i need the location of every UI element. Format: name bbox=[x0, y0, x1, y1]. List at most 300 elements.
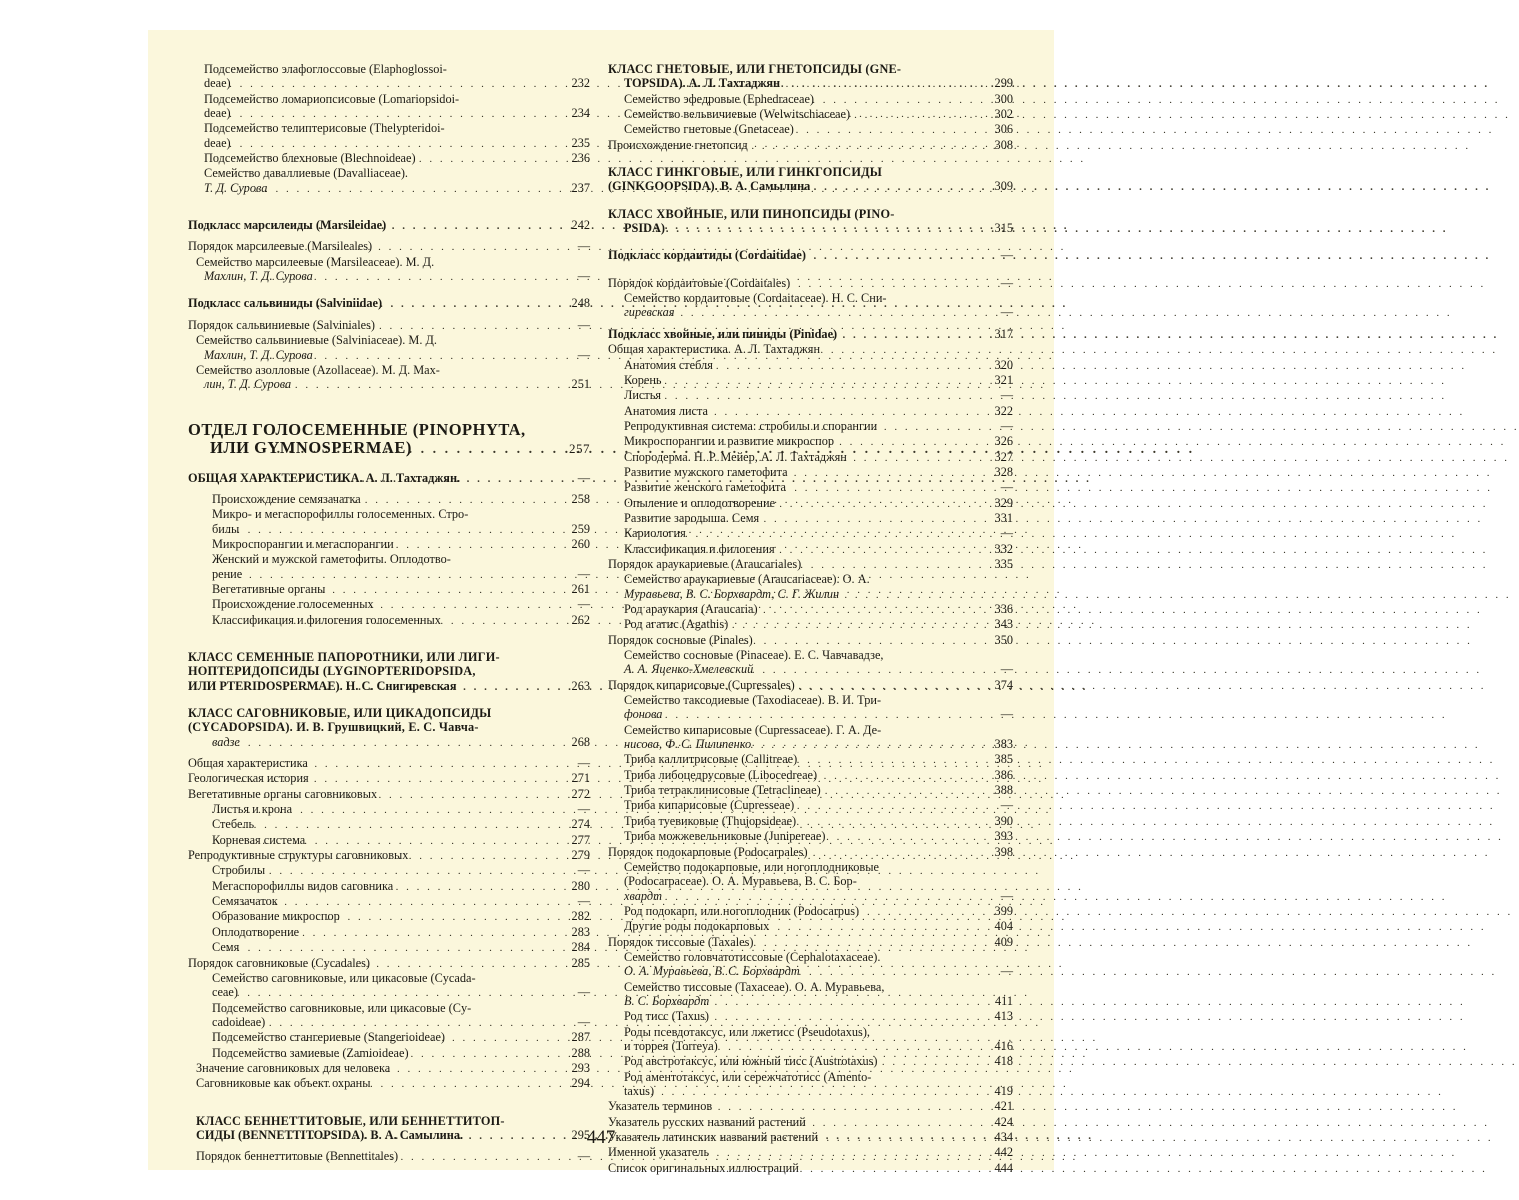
toc-entry-author: гиревская bbox=[624, 305, 675, 320]
toc-entry-title: Подсемейство блехновые (Blechnoideae) bbox=[204, 151, 416, 166]
dot-leader bbox=[655, 1100, 992, 1114]
page-ref: 385 bbox=[994, 752, 1013, 767]
toc-entry-line: Семейство подокарповые, или ногоплодниковые bbox=[624, 859, 879, 874]
dot-leader bbox=[263, 788, 569, 802]
page-ref: 388 bbox=[994, 783, 1013, 798]
toc-entry bbox=[608, 373, 1013, 388]
toc-entry bbox=[608, 450, 1013, 465]
dot-leader bbox=[643, 389, 997, 403]
toc-entry-title: Подкласс кордаитиды (Cordaitidae) bbox=[608, 248, 806, 263]
dot-leader bbox=[280, 880, 568, 894]
dot-leader bbox=[694, 343, 1010, 357]
toc-entry-line: Подсемейство телиптерисовые (Thelypteridoi- bbox=[204, 121, 445, 136]
dot-leader bbox=[686, 77, 991, 91]
toc-entry bbox=[188, 817, 590, 832]
class-title: КЛАСС ГИНКГОВЫЕ, ИЛИ ГИНКГОПСИДЫ bbox=[608, 165, 883, 180]
toc-entry-title: Значение саговниковых для человека bbox=[196, 1060, 391, 1075]
book-page bbox=[148, 30, 1054, 1175]
toc-entry-title: Развитие зародыша. Семя bbox=[624, 510, 760, 525]
page-ref: 442 bbox=[994, 1145, 1013, 1160]
page-ref: 413 bbox=[994, 1009, 1013, 1024]
toc-entry bbox=[188, 613, 590, 628]
dot-leader bbox=[233, 182, 568, 196]
toc-entry bbox=[608, 557, 1013, 572]
toc-entry bbox=[188, 879, 590, 894]
toc-entry-line: deae) bbox=[204, 76, 231, 91]
page-ref: — bbox=[577, 347, 590, 362]
toc-entry-title: Указатель терминов bbox=[608, 1099, 713, 1114]
toc-entry bbox=[608, 602, 1013, 617]
toc-entry-title: Происхождение гнетопсид bbox=[608, 137, 748, 152]
dot-leader bbox=[698, 769, 992, 783]
toc-entry-title: Образование микроспор bbox=[212, 909, 340, 924]
class-title: TOPSIDA). А. Л. Тахтаджян bbox=[624, 76, 781, 91]
toc-entry bbox=[608, 845, 1013, 860]
division-title: ИЛИ GYMNOSPERMAE) bbox=[210, 437, 412, 457]
page-number: 447 bbox=[586, 1127, 616, 1148]
page-ref: — bbox=[1000, 305, 1013, 320]
toc-entry-author: вадзе bbox=[212, 734, 240, 749]
toc-entry-title: Микроспорангии и развитие микроспор bbox=[624, 434, 835, 449]
toc-entry-title: Геологическая история bbox=[188, 771, 309, 786]
dot-leader bbox=[708, 588, 1010, 602]
toc-entry bbox=[608, 693, 1013, 723]
toc-entry-line: Семейство даваллиевые (Davalliaceae). bbox=[204, 166, 408, 181]
class-title: КЛАСС САГОВНИКОВЫЕ, ИЛИ ЦИКАДОПСИДЫ bbox=[188, 706, 492, 720]
toc-entry-title: Порядок тиссовые (Taxales) bbox=[608, 934, 754, 949]
toc-entry-line: Семейство сальвиниевые (Salviniaceae). М. Д. bbox=[196, 333, 437, 348]
toc-class bbox=[188, 706, 590, 750]
toc-entry bbox=[188, 940, 590, 955]
toc-entry-title: Именной указатель bbox=[608, 1145, 710, 1160]
toc-entry bbox=[608, 542, 1013, 557]
toc-entry bbox=[188, 363, 590, 393]
dot-leader bbox=[669, 936, 991, 950]
toc-section bbox=[188, 471, 590, 486]
toc-entry-line: Роды псевдотаксус, или лжетисс (Pseudotaxus), bbox=[624, 1024, 871, 1039]
toc-entry-author: О. А. Муравьева, В. С. Борхвардт bbox=[624, 964, 800, 979]
toc-entry bbox=[188, 833, 590, 848]
toc-entry-title: Подсемейство замиевые (Zamioideae) bbox=[212, 1045, 409, 1060]
dot-leader bbox=[266, 219, 569, 233]
toc-entry bbox=[608, 798, 1013, 813]
toc-entry bbox=[608, 358, 1013, 373]
toc-entry-title: Саговниковые как объект охраны bbox=[196, 1076, 371, 1091]
dot-leader bbox=[270, 493, 568, 507]
dot-leader bbox=[662, 1010, 992, 1024]
toc-entry-title: Триба тетраклинисовые (Tetraclineae) bbox=[624, 783, 821, 798]
dot-leader bbox=[695, 328, 991, 342]
toc-entry bbox=[608, 1054, 1013, 1069]
toc-entry bbox=[608, 511, 1013, 526]
page-ref: — bbox=[577, 863, 590, 878]
toc-entry-title: ОБЩАЯ ХАРАКТЕРИСТИКА. А. Л. Тахтаджян. bbox=[188, 470, 461, 485]
dot-leader bbox=[219, 107, 569, 121]
toc-entry bbox=[608, 276, 1013, 291]
dot-leader bbox=[242, 378, 568, 392]
dot-leader bbox=[678, 663, 997, 677]
toc-class bbox=[608, 207, 1013, 237]
toc-entry bbox=[608, 107, 1013, 122]
dot-leader bbox=[227, 941, 569, 955]
page-ref: 257 bbox=[569, 440, 590, 456]
toc-entry-title: Другие роды подокарповых bbox=[624, 919, 770, 934]
toc-entry bbox=[188, 333, 590, 363]
toc-entry bbox=[608, 291, 1013, 321]
dot-leader bbox=[265, 1077, 569, 1091]
toc-entry-author: нисова, Ф. С. Пилипенко bbox=[624, 737, 752, 752]
toc-entry bbox=[188, 121, 590, 151]
page-ref: 416 bbox=[994, 1038, 1013, 1053]
toc-entry-title: Семязачаток bbox=[212, 894, 278, 909]
toc-entry-title: Вегетативные органы bbox=[212, 581, 326, 596]
page-ref: 282 bbox=[571, 909, 590, 924]
dot-leader bbox=[687, 846, 992, 860]
dot-leader bbox=[663, 359, 991, 373]
toc-entry bbox=[188, 1076, 590, 1091]
dot-leader bbox=[669, 618, 992, 632]
dot-leader bbox=[227, 523, 569, 537]
page-ref: 411 bbox=[995, 993, 1013, 1008]
toc-entry bbox=[608, 1070, 1013, 1100]
toc-entry bbox=[608, 783, 1013, 798]
page-ref: — bbox=[577, 894, 590, 909]
toc-column-right bbox=[608, 62, 1013, 1176]
class-title: КЛАСС СЕМЕННЫЕ ПАПОРОТНИКИ, ИЛИ ЛИГИ- bbox=[188, 649, 500, 664]
toc-entry-title: Классификация и филогения голосеменных bbox=[212, 612, 441, 627]
dot-leader bbox=[644, 890, 998, 904]
dot-leader bbox=[679, 603, 992, 617]
toc-entry bbox=[608, 1025, 1013, 1055]
toc-entry-author: В. С. Борхвардт bbox=[624, 993, 710, 1008]
toc-entry bbox=[608, 122, 1013, 137]
toc-entry-title: Порядок подокарповые (Podocarpales) bbox=[608, 844, 808, 859]
page-ref: 418 bbox=[994, 1054, 1013, 1069]
toc-entry bbox=[188, 787, 590, 802]
toc-entry-line: Семейство араукариевые (Araucariaceae). О. А. bbox=[624, 572, 870, 587]
page-ref: 299 bbox=[994, 76, 1013, 91]
dot-leader bbox=[264, 297, 568, 311]
page-ref: 251 bbox=[571, 377, 590, 392]
toc-entry bbox=[608, 814, 1013, 829]
toc-entry-line: Семейство саговниковые, или цикасовые (Cycada- bbox=[212, 970, 476, 985]
toc-entry-title: Триба кипарисовые (Cupresseae) bbox=[624, 798, 795, 813]
toc-column-left bbox=[188, 62, 590, 1165]
class-title: СИДЫ (BENNETTITOPSIDA). В. А. Самылина. bbox=[196, 1127, 464, 1142]
toc-entry-title: Триба можжевельниковые (Junipereae) bbox=[624, 829, 826, 844]
page-ref: 242 bbox=[571, 218, 590, 233]
toc-entry-line: Семейство марсилеевые (Marsileaceae). М. Д. bbox=[196, 254, 435, 269]
toc-entry bbox=[188, 909, 590, 924]
page-ref: 284 bbox=[571, 940, 590, 955]
toc-entry bbox=[188, 92, 590, 122]
page-ref: 383 bbox=[994, 737, 1013, 752]
toc-entry-title: Порядок марсилеевые (Marsileales) bbox=[188, 239, 373, 254]
toc-entry-title: Триба каллитрисовые (Callitreae) bbox=[624, 752, 798, 767]
page-ref: 262 bbox=[571, 612, 590, 627]
toc-entry-title: Указатель латинских названий растений bbox=[608, 1130, 819, 1145]
page-ref: — bbox=[577, 317, 590, 332]
page-ref: 434 bbox=[994, 1130, 1013, 1145]
page-ref: 328 bbox=[994, 464, 1013, 479]
class-title: НОПТЕРИДОПСИДЫ (LYGINOPTERIDOPSIDA, bbox=[188, 664, 476, 679]
toc-entry-line: Семейство тиссовые (Taxaceae). О. А. Муравьева, bbox=[624, 979, 885, 994]
toc-entry bbox=[188, 802, 590, 817]
page-ref: — bbox=[577, 269, 590, 284]
page-ref: 317 bbox=[994, 326, 1013, 341]
toc-entry-line: Род аментотаксус, или сережчатотисс (Amento- bbox=[624, 1069, 872, 1084]
toc-entry-title: Триба либоцедрусовые (Libocedreae) bbox=[624, 767, 818, 782]
dot-leader bbox=[251, 270, 575, 284]
page-ref: 295 bbox=[571, 1127, 590, 1142]
toc-entry-title: Порядок араукариевые (Araucariales) bbox=[608, 556, 802, 571]
page-ref: — bbox=[1000, 798, 1013, 813]
page-ref: — bbox=[577, 1149, 590, 1164]
toc-entry-line: Семейство азолловые (Azollaceae). М. Д. Мах- bbox=[196, 362, 440, 377]
toc-entry-title: Указатель русских названий растений bbox=[608, 1114, 806, 1129]
toc-entry bbox=[188, 318, 590, 333]
toc-entry-title: Семя bbox=[212, 940, 240, 955]
toc-entry-author: Муравьева, В. С. Борхвардт, С. Г. Жилин bbox=[624, 586, 840, 601]
dot-leader bbox=[263, 240, 575, 254]
page-ref: 274 bbox=[571, 817, 590, 832]
dot-leader bbox=[706, 451, 991, 465]
dot-leader bbox=[644, 708, 998, 722]
class-title: ИЛИ PTERIDOSPERMAE). Н. С. Снигиревская bbox=[188, 678, 457, 693]
dot-leader bbox=[237, 1016, 574, 1030]
page-ref: 288 bbox=[571, 1045, 590, 1060]
dot-leader bbox=[653, 527, 997, 541]
dot-leader bbox=[689, 481, 998, 495]
dot-leader bbox=[643, 374, 991, 388]
toc-entry bbox=[188, 597, 590, 612]
toc-entry-line: (Podocarpaceae). О. А. Муравьева, В. С. Бор- bbox=[624, 874, 857, 889]
page-ref: 259 bbox=[571, 521, 590, 536]
dot-leader bbox=[692, 753, 992, 767]
page-ref: — bbox=[577, 985, 590, 1000]
dot-leader bbox=[694, 965, 998, 979]
dot-leader bbox=[219, 137, 569, 151]
toc-entry bbox=[608, 980, 1013, 1010]
toc-entry-title: Род австротаксус, или южный тисс (Austrotaxus) bbox=[624, 1054, 878, 1069]
toc-entry bbox=[608, 860, 1013, 904]
page-ref: 308 bbox=[994, 137, 1013, 152]
dot-leader bbox=[707, 108, 991, 122]
toc-class bbox=[608, 62, 1013, 92]
page-ref: 237 bbox=[571, 180, 590, 195]
toc-entry bbox=[188, 552, 590, 582]
toc-entry bbox=[188, 1046, 590, 1061]
toc-entry bbox=[608, 1009, 1013, 1024]
dot-leader bbox=[677, 738, 992, 752]
toc-entry-title: Происхождение голосеменных bbox=[212, 597, 374, 612]
toc-entry-title: Подкласс сальвиниды (Salviniidae) bbox=[188, 296, 383, 311]
page-ref: 398 bbox=[994, 844, 1013, 859]
dot-leader bbox=[228, 568, 575, 582]
page-ref: — bbox=[577, 566, 590, 581]
toc-entry bbox=[188, 1061, 590, 1076]
toc-entry-title: Порядок кипарисовые (Cupressales) bbox=[608, 677, 795, 692]
page-ref: 285 bbox=[571, 955, 590, 970]
page-ref: 321 bbox=[994, 372, 1013, 387]
page-ref: 343 bbox=[994, 617, 1013, 632]
class-title: PSIDA) bbox=[624, 221, 665, 236]
page-ref: 404 bbox=[994, 919, 1013, 934]
page-ref: 280 bbox=[571, 878, 590, 893]
dot-leader bbox=[275, 1150, 575, 1164]
class-title: КЛАСС ГНЕТОВЫЕ, ИЛИ ГНЕТОПСИДЫ (GNE- bbox=[608, 62, 902, 76]
toc-entry-title: Подсемейство стангериевые (Stangerioideae) bbox=[212, 1030, 445, 1045]
dot-leader bbox=[293, 614, 568, 628]
dot-leader bbox=[667, 139, 991, 153]
dot-leader bbox=[240, 772, 568, 786]
page-ref: — bbox=[1000, 707, 1013, 722]
toc-entry-author: Махлин, Т. Д. Сурова bbox=[204, 347, 313, 362]
toc-entry bbox=[608, 526, 1013, 541]
toc-entry bbox=[188, 255, 590, 285]
toc-entry-author: Т. Д. Сурова bbox=[204, 180, 268, 195]
toc-entry bbox=[188, 1149, 590, 1164]
toc-entry-title: Происхождение семязачатка bbox=[212, 491, 361, 506]
page-ref: 268 bbox=[571, 734, 590, 749]
toc-entry-author: хвардт bbox=[624, 888, 662, 903]
toc-entry bbox=[188, 492, 590, 507]
toc-entry-title: Микроспорангии и мегаспорангии bbox=[212, 536, 394, 551]
page-ref: 234 bbox=[571, 106, 590, 121]
page-ref: 386 bbox=[994, 767, 1013, 782]
page-ref: — bbox=[1000, 662, 1013, 677]
toc-entry-title: Порядок сальвиниевые (Salviniales) bbox=[188, 317, 375, 332]
dot-leader bbox=[227, 736, 569, 750]
dot-leader bbox=[275, 598, 574, 612]
page-ref: 232 bbox=[571, 76, 590, 91]
page-ref: 279 bbox=[571, 848, 590, 863]
dot-leader bbox=[688, 180, 992, 194]
dot-leader bbox=[261, 957, 569, 971]
toc-entry bbox=[608, 434, 1013, 449]
toc-entry-author: Махлин, Т. Д. Сурова bbox=[204, 269, 313, 284]
page-ref: — bbox=[577, 756, 590, 771]
dot-leader bbox=[280, 538, 568, 552]
toc-division bbox=[188, 421, 590, 459]
dot-leader bbox=[716, 420, 998, 434]
page-ref: 260 bbox=[571, 536, 590, 551]
toc-entry-author: лин, Т. Д. Сурова bbox=[204, 377, 292, 392]
page-ref: 283 bbox=[571, 924, 590, 939]
toc-entry bbox=[608, 419, 1013, 434]
toc-entry-line: рение bbox=[212, 566, 243, 581]
dot-leader bbox=[685, 497, 992, 511]
toc-entry bbox=[608, 678, 1013, 693]
toc-entry bbox=[188, 863, 590, 878]
toc-entry-line: Семейство таксодиевые (Taxodiaceae). В. И. Три- bbox=[624, 693, 882, 708]
toc-entry bbox=[608, 617, 1013, 632]
toc-entry-line: taxus) bbox=[624, 1084, 655, 1098]
toc-entry-line: ceae) bbox=[212, 985, 238, 1000]
toc-entry-title: Семейство вельвичиевые (Welwitschiaceae) bbox=[624, 107, 851, 122]
page-ref: 336 bbox=[994, 602, 1013, 616]
dot-leader bbox=[242, 895, 575, 909]
toc-entry bbox=[188, 507, 590, 537]
dot-leader bbox=[295, 1031, 569, 1045]
toc-entry-title: Мегаспорофиллы видов саговника bbox=[212, 878, 394, 893]
toc-entry-line: Микро- и мегаспорофиллы голосеменных. Стро- bbox=[212, 507, 469, 522]
toc-entry-title: Вегетативные органы саговниковых bbox=[188, 786, 378, 801]
toc-entry-title: Род тисс (Taxus) bbox=[624, 1009, 709, 1024]
toc-entry-title: Порядок сосновые (Pinales) bbox=[608, 632, 753, 647]
toc-entry-title: Развитие мужского гаметофита bbox=[624, 464, 788, 479]
page-ref: 320 bbox=[994, 357, 1013, 372]
page-ref: 424 bbox=[994, 1114, 1013, 1129]
dot-leader bbox=[219, 77, 569, 91]
class-title: КЛАСС ХВОЙНЫЕ, ИЛИ ПИНОПСИДЫ (PINO- bbox=[608, 206, 895, 221]
dot-leader bbox=[252, 834, 569, 848]
dot-leader bbox=[233, 818, 569, 832]
dot-leader bbox=[277, 441, 566, 459]
toc-entry bbox=[608, 919, 1013, 934]
toc-entry-title: Стебель bbox=[212, 817, 255, 832]
page-ref: 272 bbox=[571, 786, 590, 801]
dot-leader bbox=[684, 1162, 991, 1176]
toc-entry-title: Анатомия листа bbox=[624, 403, 708, 418]
page-ref: 326 bbox=[994, 434, 1013, 449]
page-ref: — bbox=[577, 239, 590, 254]
toc-entry bbox=[188, 894, 590, 909]
toc-entry bbox=[608, 404, 1013, 419]
division-title: ОТДЕЛ ГОЛОСЕМЕННЫЕ (PINOPHYTA, bbox=[188, 419, 526, 439]
dot-leader bbox=[683, 920, 992, 934]
toc-entry-title: Оплодотворение bbox=[212, 924, 300, 939]
dot-leader bbox=[285, 1047, 569, 1061]
dot-leader bbox=[272, 849, 568, 863]
toc-entry-title: Список оригинальных иллюстраций bbox=[608, 1160, 799, 1175]
toc-entry bbox=[188, 771, 590, 786]
toc-entry-title: Корневая система bbox=[212, 832, 306, 847]
toc-index-entry bbox=[608, 1099, 1013, 1114]
dot-leader bbox=[288, 472, 575, 486]
toc-entry bbox=[608, 572, 1013, 602]
page-ref: — bbox=[1000, 480, 1013, 495]
dot-leader bbox=[685, 543, 992, 557]
toc-entry-line: cadoideae) bbox=[212, 1014, 266, 1029]
page-ref: 287 bbox=[571, 1030, 590, 1045]
page-ref: — bbox=[577, 597, 590, 612]
dot-leader bbox=[263, 319, 574, 333]
toc-entry bbox=[608, 92, 1013, 107]
toc-entry bbox=[608, 935, 1013, 950]
dot-leader bbox=[662, 405, 992, 419]
page-ref: 271 bbox=[571, 771, 590, 786]
toc-entry-title: Кариология bbox=[624, 526, 686, 541]
toc-entry-line: Женский и мужской гаметофиты. Оплодотво- bbox=[212, 552, 451, 567]
page-ref: 277 bbox=[571, 832, 590, 847]
page-ref: 335 bbox=[994, 556, 1013, 571]
dot-leader bbox=[699, 784, 992, 798]
dot-leader bbox=[669, 634, 991, 648]
page-ref: 293 bbox=[571, 1060, 590, 1075]
toc-entry-title: Анатомия стебля bbox=[624, 357, 713, 372]
toc-entry bbox=[188, 848, 590, 863]
toc-entry-title: Подкласс марсилеиды (Marsileidae) bbox=[188, 218, 387, 233]
toc-entry bbox=[608, 388, 1013, 403]
toc-entry bbox=[188, 166, 590, 196]
toc-class bbox=[608, 165, 1013, 195]
page-ref: 444 bbox=[994, 1160, 1013, 1175]
page-ref: 294 bbox=[571, 1076, 590, 1091]
page-ref: 329 bbox=[994, 495, 1013, 510]
dot-leader bbox=[264, 910, 569, 924]
toc-entry-title: Репродуктивная система: стробилы и спорангии bbox=[624, 418, 878, 433]
